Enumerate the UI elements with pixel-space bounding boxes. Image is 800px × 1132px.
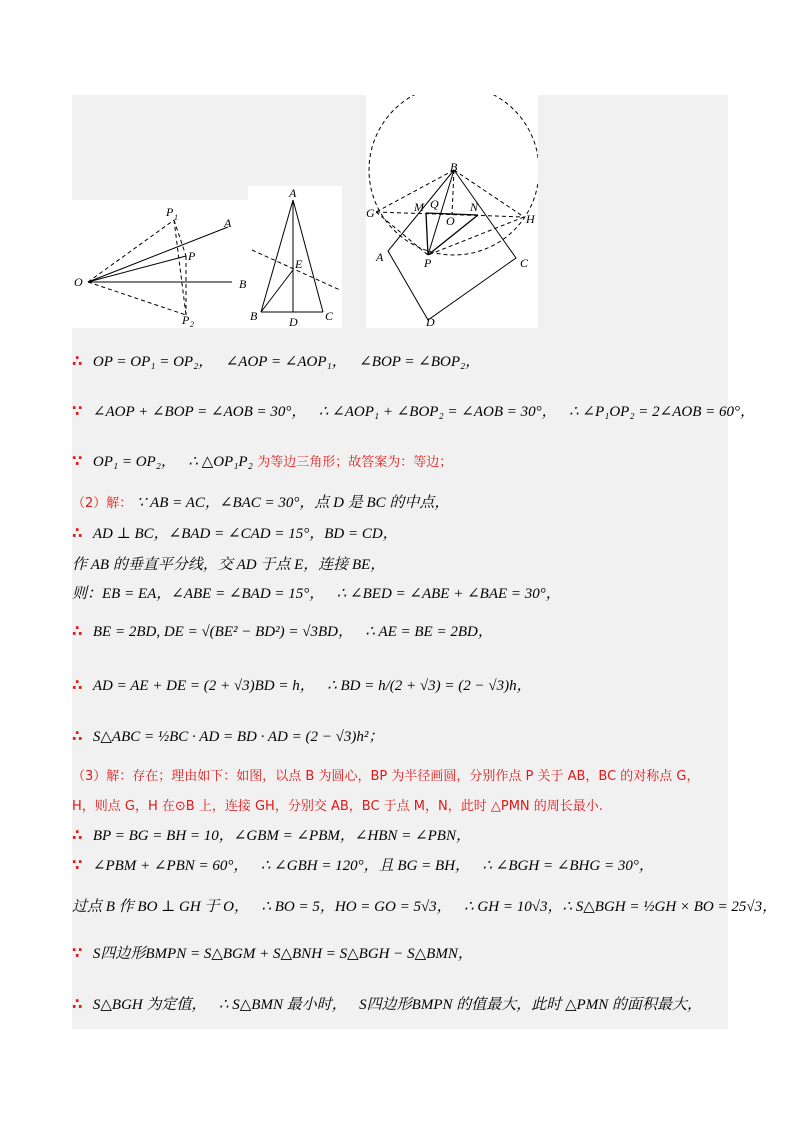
line-8-part-b: ∴ AE = BE = 2BD， (365, 624, 493, 640)
label-p: P (424, 256, 432, 270)
therefore-symbol: ∴ (72, 352, 83, 370)
line-14-part-c: ∴ ∠BGH = ∠BHG = 30°， (482, 858, 654, 874)
part-3-text: （3）解：存在；理由如下：如图，以点 B 为圆心，BP 为半径画圆，分别作点 P 关于 AB，BC 的对称点 G， (72, 769, 700, 784)
label-c: C (520, 256, 529, 270)
line-16 (72, 944, 473, 963)
circle-b (369, 95, 538, 255)
segment-op1 (88, 220, 174, 282)
line-1-part-b: ∠AOP = ∠AOP₁， (225, 354, 347, 370)
line-1 (72, 352, 480, 371)
because-symbol: ∵ (72, 402, 83, 420)
line-1-part-a: OP = OP₁ = OP₂， (92, 354, 214, 370)
line-6 (72, 556, 385, 574)
line-17-part-c: S四边形BMPN 的值最大，此时 △PMN 的面积最大， (359, 997, 702, 1013)
line-6-part-a: 作 AB 的垂直平分线，交 AD 于点 E，连接 BE， (72, 557, 386, 573)
line-8 (72, 622, 493, 641)
label-b: B (450, 160, 458, 174)
line-8-part-a: BE = 2BD, DE = √(BE² − BD²) = √3BD， (92, 624, 353, 640)
line-2-part-b: ∴ ∠AOP₁ + ∠BOP₂ = ∠AOB = 30°， (318, 404, 557, 420)
label-a: A (224, 216, 232, 230)
line-4 (72, 494, 449, 513)
figure-circle-quadrilateral-svg (366, 95, 538, 328)
line-14-part-a: ∠PBM + ∠PBN = 60°， (92, 858, 249, 874)
because-symbol: ∵ (72, 856, 83, 874)
segment-bh (454, 170, 524, 217)
label-h: H (526, 212, 535, 226)
label-o: O (446, 214, 455, 228)
line-9 (72, 676, 532, 695)
line-3 (72, 452, 452, 472)
line-10 (72, 727, 383, 746)
label-a: A (289, 186, 297, 200)
line-2-part-c: ∴ ∠P₁OP₂ = 2∠AOB = 60°， (569, 404, 756, 420)
line-13-part-a: BP = BG = BH = 10，∠GBM = ∠PBM，∠HBN = ∠PBN， (92, 828, 471, 844)
line-10-part-a: S△ABC = ½BC · AD = BD · AD = (2 − √3)h²； (92, 729, 384, 745)
line-5 (72, 524, 398, 543)
line-7 (72, 585, 561, 603)
line-13 (72, 826, 471, 845)
figure-angle-aob (72, 200, 248, 328)
label-p1: P (166, 205, 174, 219)
label-p1-sub: 1 (174, 213, 178, 222)
therefore-symbol: ∴ (72, 622, 83, 640)
line-15-part-a: 过点 B 作 BO ⊥ GH 于 O， (72, 899, 250, 915)
label-g: G (366, 206, 375, 220)
label-e: E (295, 257, 303, 271)
therefore-symbol: ∴ (72, 676, 83, 694)
figure-isosceles-triangle (248, 186, 342, 328)
line-7-part-b: ∴ ∠BED = ∠ABE + ∠BAE = 30°， (336, 586, 561, 602)
label-p2: P (182, 313, 190, 327)
line-2-part-a: ∠AOP + ∠BOP = ∠AOB = 30°， (92, 404, 307, 420)
line-17-part-b: ∴ S△BMN 最小时， (218, 997, 347, 1013)
line-7-part-a: 则：EB = EA，∠ABE = ∠BAD = 15°， (72, 586, 325, 602)
line-17 (72, 995, 702, 1014)
line-15-part-c: ∴ GH = 10√3，∴ S△BGH = ½GH × BO = 25√3， (464, 899, 778, 915)
line-1-part-c: ∠BOP = ∠BOP₂， (359, 354, 481, 370)
segment-p1p2 (174, 220, 186, 315)
line-3-part-b: ∴ △OP₁P₂ (188, 454, 253, 470)
therefore-symbol: ∴ (72, 727, 83, 745)
therefore-symbol: ∴ (72, 524, 83, 542)
label-p2-sub: 2 (190, 320, 194, 328)
line-14 (72, 856, 654, 875)
because-symbol: ∵ (72, 944, 83, 962)
line-15 (72, 898, 777, 916)
line-9-part-b: ∴ BD = h/(2 + √3) = (2 − √3)h， (327, 678, 532, 694)
segment-p1p (174, 220, 186, 256)
line-4-part-b: ∵ AB = AC，∠BAC = 30°，点 D 是 BC 的中点， (136, 495, 450, 511)
figure-angle-aob-svg (72, 200, 248, 328)
segment-bp (428, 170, 454, 255)
label-b: B (250, 309, 258, 323)
line-15-part-b: ∴ BO = 5，HO = GO = 5√3， (261, 899, 452, 915)
line-3-part-a: OP₁ = OP₂， (92, 454, 176, 470)
line-14-part-b: ∴ ∠GBH = 120°，且 BG = BH， (260, 858, 471, 874)
ray-oa (88, 227, 228, 282)
line-11 (72, 767, 700, 786)
line-12 (72, 797, 603, 816)
segment-mp (426, 213, 428, 255)
figure-circle-quadrilateral (366, 95, 538, 328)
line-17-part-a: S△BGH 为定值， (92, 997, 207, 1013)
side-ac (293, 200, 323, 312)
label-a: A (376, 250, 384, 264)
line-5-part-a: AD ⊥ BC，∠BAD = ∠CAD = 15°，BD = CD， (92, 526, 398, 542)
label-c: C (325, 309, 334, 323)
figure-isosceles-triangle-svg (248, 186, 342, 328)
label-n: N (470, 200, 479, 214)
therefore-symbol: ∴ (72, 826, 83, 844)
label-d: D (426, 315, 435, 328)
because-symbol: ∵ (72, 452, 83, 470)
line-2 (72, 402, 755, 421)
therefore-symbol: ∴ (72, 995, 83, 1013)
label-p: P (188, 249, 196, 263)
segment-op2 (88, 282, 186, 315)
part-3-text-continued: H，则点 G，H 在⊙B 上，连接 GH，分别交 AB，BC 于点 M，N，此时 △PMN 的周长最小. (72, 799, 603, 814)
label-b: B (239, 277, 247, 291)
line-16-part-a: S四边形BMPN = S△BGM + S△BNH = S△BGH − S△BMN， (92, 946, 473, 962)
segment-be (261, 270, 293, 312)
line-3-part-c: 为等边三角形；故答案为：等边； (257, 455, 453, 470)
label-m: M (414, 200, 424, 214)
label-q: Q (430, 197, 439, 211)
line-9-part-a: AD = AE + DE = (2 + √3)BD = h， (92, 678, 315, 694)
segment-op (88, 256, 186, 282)
label-o: O (74, 275, 83, 289)
part-2-heading: （2）解： (72, 496, 133, 511)
label-d: D (289, 315, 298, 328)
